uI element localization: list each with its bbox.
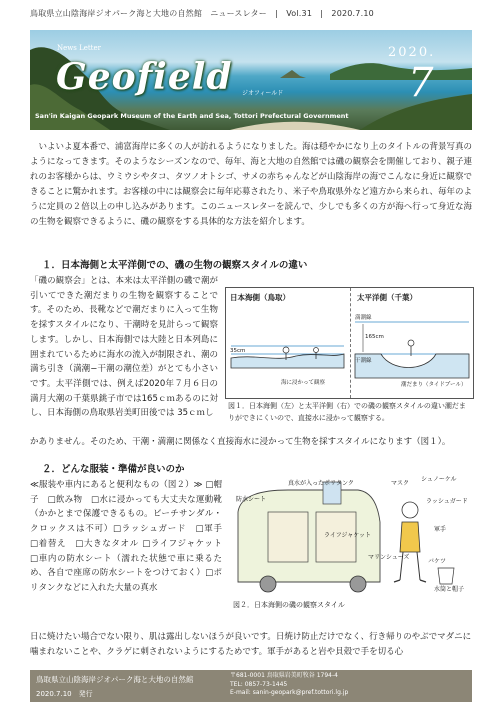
label-snorkel: シュノーケル bbox=[421, 476, 457, 483]
figure1-caption: 図１．日本海側（左）と太平洋側（右）での磯の観察スタイルの違い潮だまりができにくいので、直接水に浸かって観察する。 bbox=[228, 402, 466, 422]
label-waterproof-sheet: 防水シート bbox=[236, 496, 267, 503]
figure1-right-sub: 潮だまり（タイドプール） bbox=[401, 382, 467, 388]
footer-address: 〒681-0001 鳥取県岩美町牧谷 1794-4 bbox=[230, 672, 338, 679]
issue-year: 2020. bbox=[388, 45, 436, 60]
label-gloves: 軍手 bbox=[434, 526, 447, 533]
logo-geofield: Geofield bbox=[56, 56, 233, 98]
label-bottle-hat: 水筒と帽子 bbox=[434, 586, 465, 593]
figure1-left-sub: 海に浸かって観察 bbox=[281, 380, 326, 386]
label-lifejacket: ライフジャケット bbox=[324, 532, 371, 539]
section1-text-continued: かありません。そのため、干潮・満潮に関係なく直接海水に浸かって生物を採すスタイルになります（図１）。 bbox=[30, 437, 451, 447]
footer-org: 鳥取県立山陰海岸ジオパーク海と大地の自然館 bbox=[36, 675, 194, 684]
label-bucket: バケツ bbox=[428, 558, 446, 565]
figure1-right bbox=[350, 288, 474, 398]
figure1-diagram bbox=[225, 287, 474, 399]
footer-tel: TEL: 0857-73-1445 bbox=[230, 680, 288, 688]
figure2-caption: 図２．日本海側の磯の観察スタイル bbox=[233, 601, 345, 609]
figure1-high-tide: 満潮線 bbox=[355, 315, 372, 321]
footer-contact bbox=[230, 672, 348, 698]
intro-paragraph: いよいよ夏本番で、浦富海岸に多くの人が訪れるようになりました。海は穏やかになり上のタイトルの背景写真のようになってきます。そのようなシーズンなので、毎年、海と大地の自然館では磯の観察会を開催しており、親子連れのお客様からは、ウミウシやタコ、タツノオトシゴ、サメの赤ちゃんなどが山陰海岸の海でこんなに身近に観察できることに驚かれます。お客様の中には観察会に毎年応募されたり、米子や鳥取県外など遠方から来られ、毎年のように定員の２倍以上の申し込みがあります。このニュースレターを読んで、少しでも多くの方が海へ行って身近な海の生物を観察できるように、磯の観察をする具体的な方法を紹介します。 bbox=[30, 142, 472, 227]
figure1-left-note: 35cm bbox=[230, 348, 246, 354]
figure1-right-title: 太平洋側（千葉） bbox=[357, 293, 417, 302]
figure1-low-tide: 干潮線 bbox=[355, 358, 372, 364]
section1-heading: １．日本海側と太平洋側での、磯の生物の観察スタイルの違い bbox=[42, 260, 308, 271]
figure1-left bbox=[226, 288, 349, 398]
footer-email: E-mail: sanin-geopark@pref.tottori.lg.jp bbox=[230, 689, 349, 696]
museum-subtitle: San'in Kaigan Geopark Museum of the Earth and Sea, Tottori Prefectural Government bbox=[35, 112, 349, 120]
section2-text-continued: 日に焼けたい場合でない限り、肌は露出しないほうが良いです。日焼け防止だけでなく、行き帰りのやぶでマダニに噛まれないことや、クラゲに刺されないようにするためです。軍手があると岩や貝殻で手を切る心 bbox=[30, 632, 472, 657]
newsletter-label: News Letter bbox=[57, 44, 101, 52]
section2-heading: ２．どんな服装・準備が良いのか bbox=[42, 464, 185, 475]
logo-kana: ジオフィールド bbox=[242, 90, 284, 97]
figure1-left-title: 日本海側（鳥取） bbox=[230, 293, 290, 302]
footer bbox=[30, 670, 472, 702]
section1-text: 「磯の観察会」とは、本来は太平洋側の磯で潮が引いてできた潮だまりの生物を観察することです。そのため、長靴などで潮だまりに入って生物を採すスタイルになり、干潮時を見計らって観察します。しかし、日本海側では大陸と日本列島に囲まれているために海水の流入が制限され、潮の満ち引き（満潮−干潮の潮位差）がとても小さいです。太平洋側では、例えば2020年７月６日の満月大潮の千葉県銚子市では165ｃｍあるのに対し、日本海側の鳥取県岩美町田後では 35ｃｍし bbox=[30, 276, 218, 419]
newsletter-topline: 鳥取県立山陰海岸ジオパーク海と大地の自然館 ニュースレター | Vol.31 | 2020.7.10 bbox=[30, 9, 374, 18]
figure1-range: 165cm bbox=[365, 334, 384, 340]
figure2-illustration bbox=[228, 472, 472, 596]
label-rashguard: ラッシュガード bbox=[426, 498, 468, 505]
label-marine-shoes: マリンシューズ bbox=[368, 554, 410, 561]
footer-issue-date: 2020.7.10 発行 bbox=[36, 690, 93, 698]
issue-month: 7 bbox=[408, 60, 434, 106]
label-mask: マスク bbox=[391, 480, 410, 487]
section2-text: ≪服装や車内にあると便利なもの（図２）≫ □帽子 □飲み物 □水に浸かっても大丈夫な運動靴（かかとまで保護できるもの。ビーチサンダル・クロックスは不可）□ラッシュガード □軍手 □着替え □大きなタオル □ライフジャケット □車内の防水シート（濡れた状態で車に乗るため、各自で座席の防水シートをつけておく）□ポリタンクなどに入れた大量の真水 bbox=[30, 480, 231, 593]
label-water-tank: 真水が入ったポリタンク bbox=[288, 480, 354, 487]
